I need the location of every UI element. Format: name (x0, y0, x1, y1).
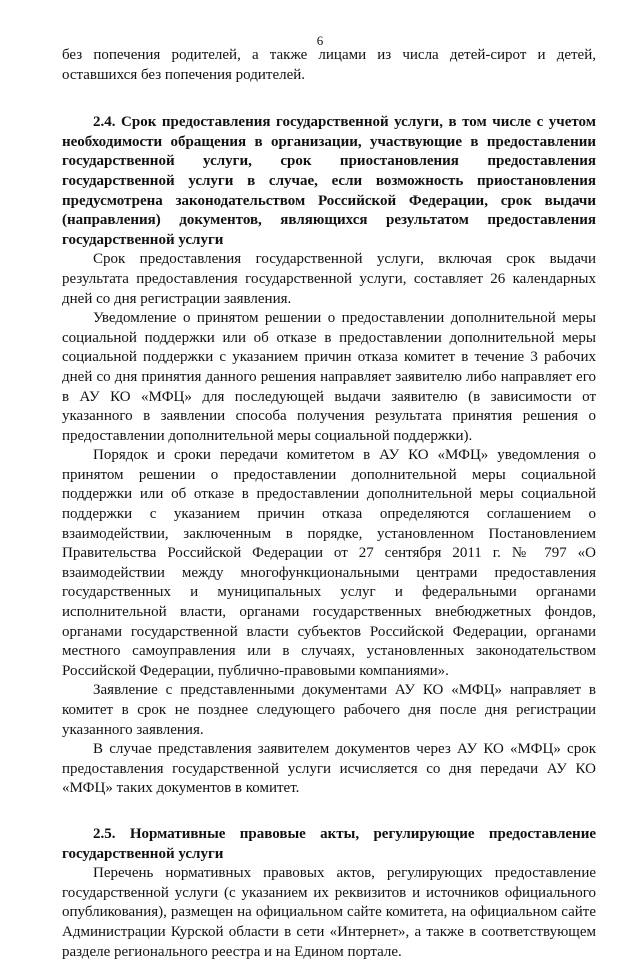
paragraph-application-forwarding: Заявление с представленными документами АУ КО «МФЦ» направляет в комитет в срок не позднее следующего рабочего дня после дня регистрации указанного заявления. (62, 682, 596, 738)
paragraph-legal-acts: Перечень нормативных правовых актов, регулирующих предоставление государственной услуги (с указанием их реквизитов и источников официального опубликования), размещен на официальном сайте комитета, на официальном сайте Администрации Курской области в сети «Интернет», а также в соответствующем разделе регионального реестра и на Едином портале. (62, 865, 596, 960)
paragraph-mfc-term: В случае представления заявителем документов через АУ КО «МФЦ» срок предоставления государственной услуги исчисляется со дня передачи АУ КО «МФЦ» таких документов в комитет. (62, 741, 596, 797)
document-body (62, 46, 596, 962)
paragraph-service-term: Срок предоставления государственной услуги, включая срок выдачи результата предоставления государственной услуги, составляет 26 календарных дней со дня регистрации заявления. (62, 251, 596, 307)
page-number: 6 (316, 33, 324, 48)
section-heading-2-5: 2.5. Нормативные правовые акты, регулирующие предоставление государственной услуги (62, 825, 596, 862)
paragraph-transfer-procedure: Порядок и сроки передачи комитетом в АУ КО «МФЦ» уведомления о принятом решении о предоставлении дополнительной меры социальной поддержки или об отказе в предоставлении дополнительной меры социальной поддержки с указанием причин отказа определяются соглашением о взаимодействии, заключенным в порядке, установленном Постановлением Правительства Российской Федерации от 27 сентября 2011 г. № 797 «О взаимодействии между многофункциональными центрами предоставления государственных и муниципальных услуг и федеральными органами исполнительной власти, органами государственных внебюджетных фондов, органами государственной власти субъектов Российской Федерации, органами местного самоуправления или в случаях, установленных законодательством Российской Федерации, публично-правовыми компаниями». (62, 447, 596, 679)
section-heading-2-4: 2.4. Срок предоставления государственной услуги, в том числе с учетом необходимости обращения в организации, участвующие в предоставлении государственной услуги, срок приостановления предоставления государственной услуги в случае, если возможность приостановления предусмотрена законодательством Российской Федерации, срок выдачи (направления) документов, являющихся результатом предоставления государственной услуги (62, 114, 596, 248)
paragraph-continuation: без попечения родителей, а также лицами из числа детей-сирот и детей, оставшихся без попечения родителей. (62, 47, 596, 83)
paragraph-decision-notification: Уведомление о принятом решении о предоставлении дополнительной меры социальной поддержки или об отказе в предоставлении дополнительной меры социальной поддержки с указанием причин отказа комитет в течение 3 рабочих дней со дня принятия данного решения направляет заявителю либо направляет его в АУ КО «МФЦ» для последующей выдачи заявителю (в зависимости от указанного в заявлении способа получения результата принятия решения о предоставлении дополнительной меры социальной поддержки). (62, 310, 596, 444)
